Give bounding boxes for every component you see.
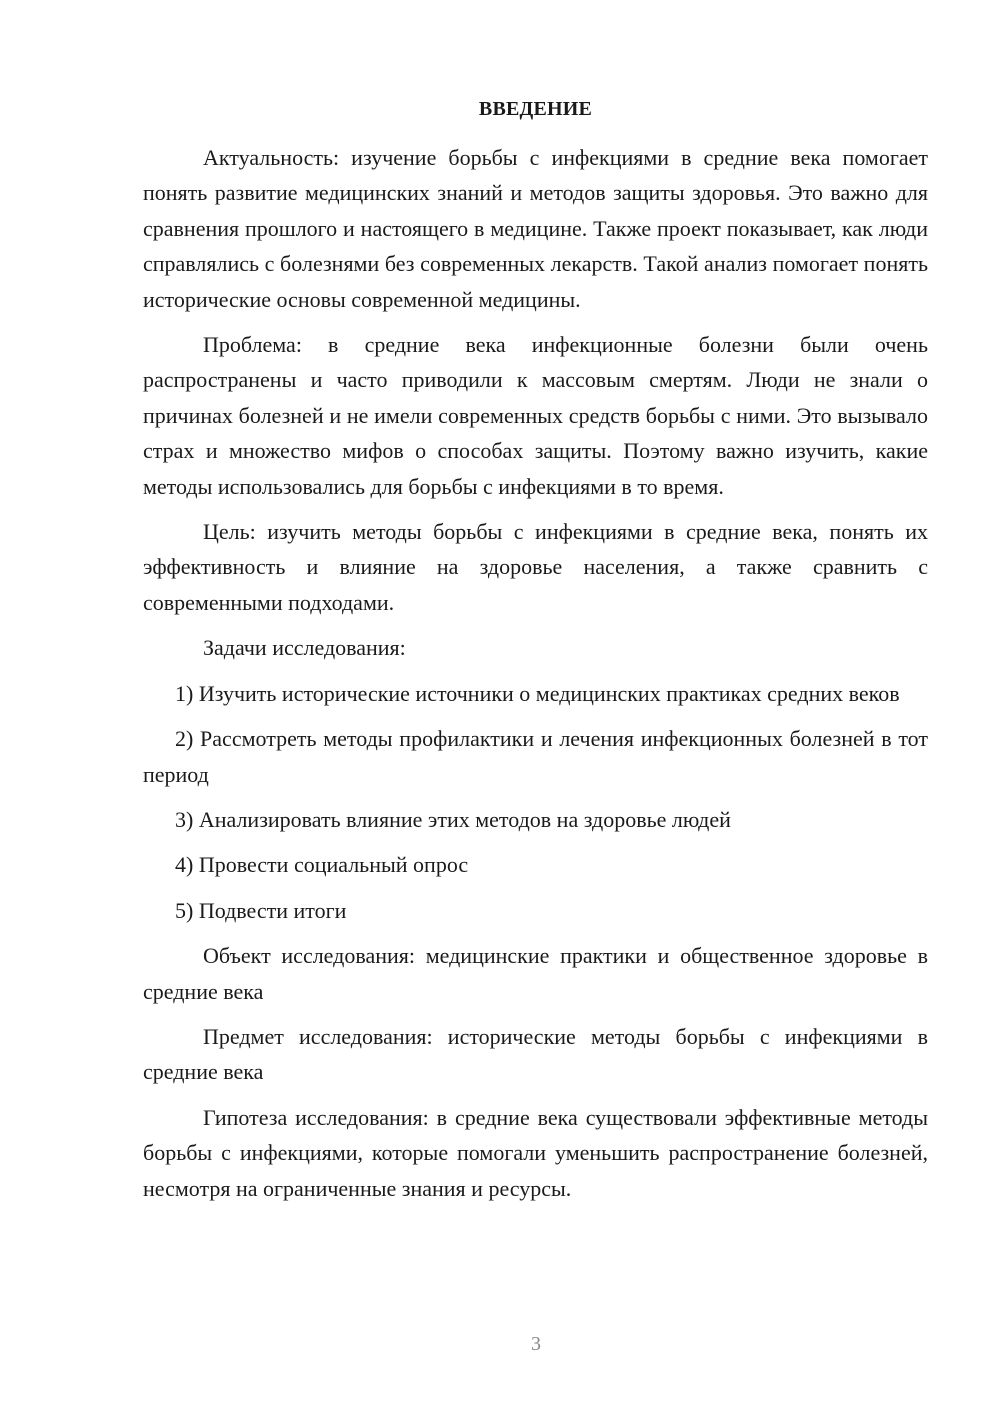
- section-title: ВВЕДЕНИЕ: [478, 98, 593, 120]
- object-paragraph: Объект исследования: медицинские практики и общественное здоровье в средние века: [143, 943, 928, 1004]
- page-number: 3: [531, 1333, 541, 1355]
- subject-paragraph: Предмет исследования: исторические методы борьбы с инфекциями в средние века: [143, 1023, 928, 1085]
- task-item: 5) Подвести итоги: [175, 897, 347, 923]
- hypothesis-paragraph: Гипотеза исследования: в средние века существовали эффективные методы борьбы с инфекциями, которые помогали уменьшить распространение болезней, несмотря на ограниченные знания и ресурсы.: [143, 1104, 928, 1201]
- task-item: 2) Рассмотреть методы профилактики и лечения инфекционных болезней в тот период: [143, 726, 928, 787]
- goal-paragraph: Цель: изучить методы борьбы с инфекциями в средние века, понять их эффективность и влияние на здоровье населения, а также сравнить с современными подходами.: [143, 519, 928, 615]
- document-body: [143, 92, 928, 1206]
- task-item: 1) Изучить исторические источники о медицинских практиках средних веков: [175, 680, 900, 706]
- relevance-paragraph: Актуальность: изучение борьбы с инфекциями в средние века помогает понять развитие медицинских знаний и методов защиты здоровья. Это важно для сравнения прошлого и настоящего в медицине. Также проект показывает, как люди справлялись с болезнями без современных лекарств. Такой анализ помогает понять исторические основы современной медицины.: [143, 145, 928, 312]
- tasks-heading: Задачи исследования:: [203, 635, 406, 661]
- task-item: 3) Анализировать влияние этих методов на здоровье людей: [175, 806, 731, 832]
- task-item: 4) Провести социальный опрос: [175, 852, 469, 878]
- problem-paragraph: Проблема: в средние века инфекционные болезни были очень распространены и часто приводили к массовым смертям. Люди не знали о причинах болезней и не имели современных средств борьбы с ними. Это вызывало страх и множество мифов о способах защиты. Поэтому важно изучить, какие методы использовались для борьбы с инфекциями в то время.: [143, 332, 928, 499]
